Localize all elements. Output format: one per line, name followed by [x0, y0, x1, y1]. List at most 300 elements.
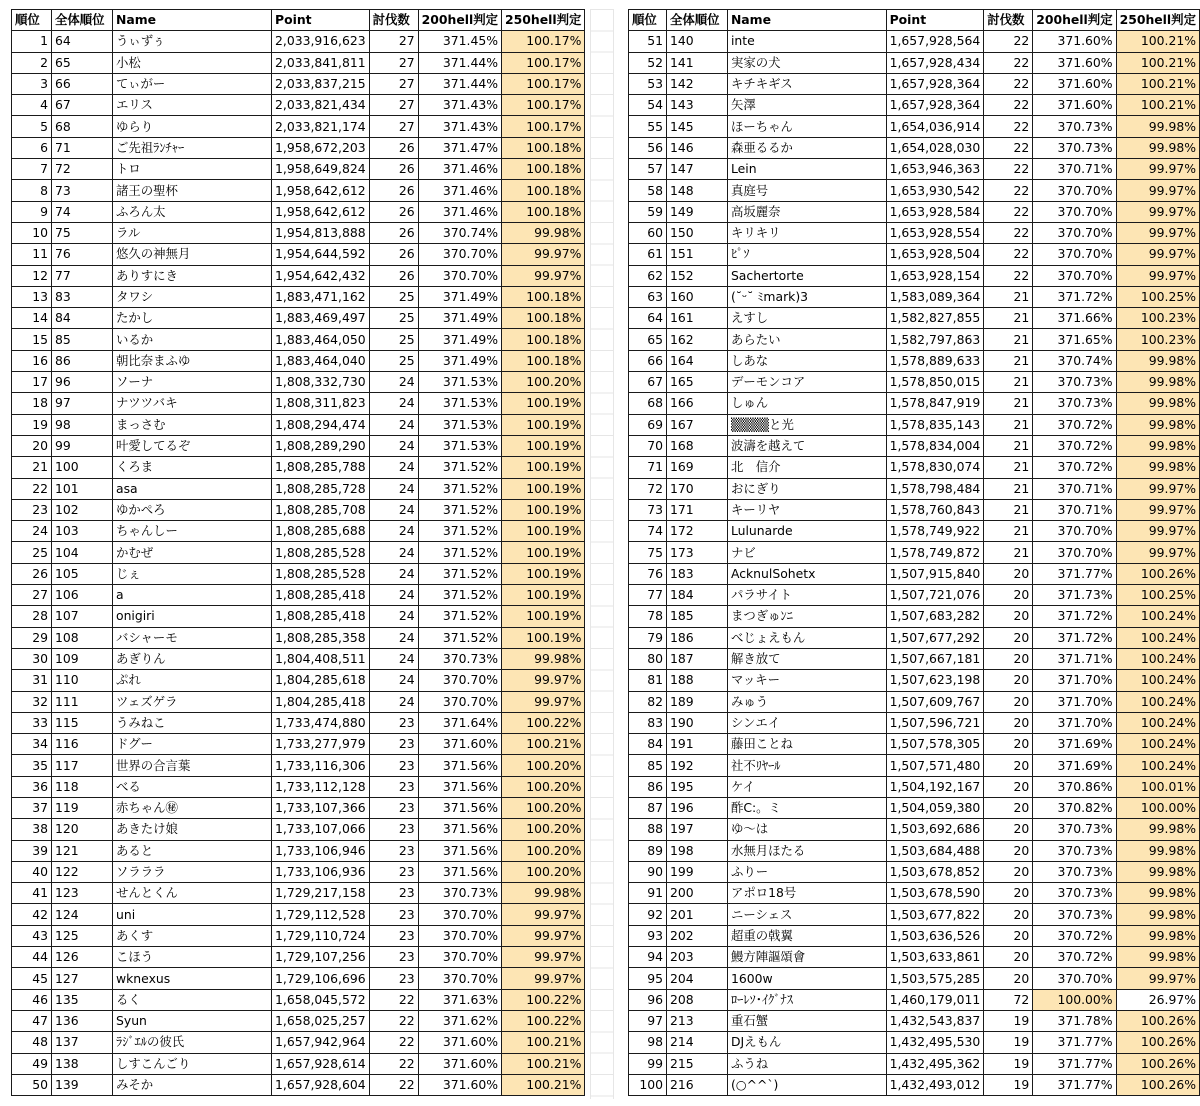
kills-cell: 24	[369, 648, 418, 669]
hell200-cell: 371.69%	[1033, 755, 1116, 776]
overall-rank-cell: 147	[666, 159, 727, 180]
hell200-cell: 370.70%	[1033, 968, 1116, 989]
hell200-cell: 370.73%	[418, 883, 501, 904]
kills-cell: 22	[369, 1010, 418, 1031]
kills-cell: 22	[984, 73, 1033, 94]
table-row	[12, 691, 585, 712]
point-cell: 1,507,571,480	[886, 755, 984, 776]
table-row	[12, 350, 585, 371]
hell200-cell: 370.74%	[418, 222, 501, 243]
name-cell: みそか	[113, 1074, 272, 1095]
overall-rank-cell: 138	[52, 1053, 113, 1074]
hell250-cell: 100.25%	[1116, 286, 1199, 307]
name-cell: AcknulSohetx	[727, 563, 886, 584]
hell200-cell: 370.73%	[1033, 840, 1116, 861]
hell250-cell: 100.20%	[502, 797, 585, 818]
hell200-cell: 371.60%	[1033, 31, 1116, 52]
table-row	[12, 627, 585, 648]
overall-rank-cell: 110	[52, 670, 113, 691]
overall-rank-cell: 188	[666, 670, 727, 691]
point-cell: 1,733,106,936	[272, 861, 370, 882]
overall-rank-cell: 146	[666, 137, 727, 158]
overall-rank-cell: 115	[52, 712, 113, 733]
hell200-cell: 371.52%	[418, 563, 501, 584]
kills-cell: 25	[369, 286, 418, 307]
hell250-cell: 99.98%	[1116, 883, 1199, 904]
rank-cell: 10	[12, 222, 52, 243]
kills-cell: 24	[369, 435, 418, 456]
hell200-cell: 371.45%	[418, 31, 501, 52]
header-250hell: 250hell判定	[502, 10, 585, 31]
hell250-cell: 100.17%	[502, 116, 585, 137]
rank-cell: 57	[629, 159, 667, 180]
kills-cell: 26	[369, 222, 418, 243]
point-cell: 1,503,575,285	[886, 968, 984, 989]
hell200-cell: 370.73%	[1033, 137, 1116, 158]
overall-rank-cell: 104	[52, 542, 113, 563]
hell200-cell: 371.72%	[1033, 627, 1116, 648]
hell250-cell: 100.17%	[502, 52, 585, 73]
hell250-cell: 99.97%	[1116, 180, 1199, 201]
overall-rank-cell: 166	[666, 393, 727, 414]
hell250-cell: 100.00%	[1116, 797, 1199, 818]
hell200-cell: 370.70%	[418, 691, 501, 712]
hell200-cell: 371.72%	[1033, 606, 1116, 627]
name-cell: ちゃんしー	[113, 521, 272, 542]
table-row	[629, 734, 1200, 755]
name-cell: キーリヤ	[727, 499, 886, 520]
kills-cell: 20	[984, 606, 1033, 627]
name-cell: Lein	[727, 159, 886, 180]
name-cell: こほう	[113, 947, 272, 968]
point-cell: 1,582,827,855	[886, 308, 984, 329]
rank-cell: 46	[12, 989, 52, 1010]
hell250-cell: 100.25%	[1116, 585, 1199, 606]
table-row	[12, 734, 585, 755]
kills-cell: 20	[984, 755, 1033, 776]
name-cell: asa	[113, 478, 272, 499]
point-cell: 1,578,850,015	[886, 372, 984, 393]
overall-rank-cell: 165	[666, 372, 727, 393]
hell200-cell: 371.78%	[1033, 1010, 1116, 1031]
table-row	[629, 350, 1200, 371]
overall-rank-cell: 204	[666, 968, 727, 989]
rank-cell: 74	[629, 521, 667, 542]
hell200-cell: 370.70%	[1033, 244, 1116, 265]
hell200-cell: 370.86%	[1033, 776, 1116, 797]
name-cell: 酢C:。ミ	[727, 797, 886, 818]
hell200-cell: 370.72%	[1033, 457, 1116, 478]
hell200-cell: 370.72%	[1033, 414, 1116, 435]
name-cell: 朝比奈まふゆ	[113, 350, 272, 371]
table-row	[629, 95, 1200, 116]
header-row	[12, 10, 585, 31]
kills-cell: 20	[984, 819, 1033, 840]
rank-cell: 4	[12, 95, 52, 116]
kills-cell: 20	[984, 691, 1033, 712]
hell200-cell: 371.63%	[418, 989, 501, 1010]
table-row	[629, 606, 1200, 627]
kills-cell: 21	[984, 414, 1033, 435]
overall-rank-cell: 151	[666, 244, 727, 265]
overall-rank-cell: 103	[52, 521, 113, 542]
hell250-cell: 100.24%	[1116, 648, 1199, 669]
rank-cell: 85	[629, 755, 667, 776]
rank-cell: 31	[12, 670, 52, 691]
table-row	[629, 159, 1200, 180]
table-row	[629, 1053, 1200, 1074]
kills-cell: 24	[369, 670, 418, 691]
rank-cell: 39	[12, 840, 52, 861]
hell250-cell: 100.20%	[502, 861, 585, 882]
point-cell: 1,578,798,484	[886, 478, 984, 499]
hell250-cell: 99.97%	[1116, 159, 1199, 180]
name-cell: せんとくん	[113, 883, 272, 904]
overall-rank-cell: 208	[666, 989, 727, 1010]
overall-rank-cell: 195	[666, 776, 727, 797]
point-cell: 1,578,835,143	[886, 414, 984, 435]
name-cell: 重石蟹	[727, 1010, 886, 1031]
rank-cell: 15	[12, 329, 52, 350]
point-cell: 1,654,036,914	[886, 116, 984, 137]
hell250-cell: 100.19%	[502, 627, 585, 648]
name-cell: 藤田ことね	[727, 734, 886, 755]
overall-rank-cell: 68	[52, 116, 113, 137]
hell200-cell: 371.53%	[418, 414, 501, 435]
hell250-cell: 100.23%	[1116, 329, 1199, 350]
hell200-cell: 100.00%	[1033, 989, 1116, 1010]
overall-rank-cell: 85	[52, 329, 113, 350]
overall-rank-cell: 214	[666, 1032, 727, 1053]
kills-cell: 23	[369, 968, 418, 989]
rank-cell: 40	[12, 861, 52, 882]
point-cell: 1,808,285,528	[272, 542, 370, 563]
hell250-cell: 99.97%	[502, 691, 585, 712]
hell250-cell: 99.97%	[1116, 201, 1199, 222]
rank-cell: 53	[629, 73, 667, 94]
name-cell: ▒▒▒▒と光	[727, 414, 886, 435]
name-cell: トロ	[113, 159, 272, 180]
point-cell: 1,503,633,861	[886, 947, 984, 968]
kills-cell: 22	[984, 180, 1033, 201]
hell250-cell: 100.19%	[502, 585, 585, 606]
name-cell: 北 信介	[727, 457, 886, 478]
empty-columns	[590, 9, 614, 1099]
hell200-cell: 370.70%	[1033, 521, 1116, 542]
rank-cell: 30	[12, 648, 52, 669]
name-cell: ﾗｼﾞｴﾙの彼氏	[113, 1032, 272, 1053]
point-cell: 1,733,107,066	[272, 819, 370, 840]
name-cell: 諸王の聖杯	[113, 180, 272, 201]
overall-rank-cell: 172	[666, 521, 727, 542]
point-cell: 1,578,834,004	[886, 435, 984, 456]
hell250-cell: 100.18%	[502, 350, 585, 371]
rank-cell: 29	[12, 627, 52, 648]
rank-cell: 13	[12, 286, 52, 307]
rank-cell: 65	[629, 329, 667, 350]
rank-cell: 2	[12, 52, 52, 73]
hell250-cell: 99.97%	[1116, 222, 1199, 243]
overall-rank-cell: 72	[52, 159, 113, 180]
rank-cell: 35	[12, 755, 52, 776]
rank-cell: 45	[12, 968, 52, 989]
name-cell: うぃずぅ	[113, 31, 272, 52]
name-cell: (˘ᵕ˘ ﾐmark)3	[727, 286, 886, 307]
rank-cell: 14	[12, 308, 52, 329]
overall-rank-cell: 125	[52, 925, 113, 946]
overall-rank-cell: 116	[52, 734, 113, 755]
table-row	[629, 797, 1200, 818]
table-row	[12, 159, 585, 180]
point-cell: 1,658,045,572	[272, 989, 370, 1010]
kills-cell: 22	[369, 1032, 418, 1053]
hell200-cell: 370.70%	[418, 968, 501, 989]
rank-cell: 48	[12, 1032, 52, 1053]
hell200-cell: 371.60%	[1033, 95, 1116, 116]
rank-cell: 47	[12, 1010, 52, 1031]
name-cell: ありすにき	[113, 265, 272, 286]
point-cell: 1,503,678,852	[886, 861, 984, 882]
overall-rank-cell: 120	[52, 819, 113, 840]
overall-rank-cell: 124	[52, 904, 113, 925]
kills-cell: 21	[984, 308, 1033, 329]
kills-cell: 21	[984, 372, 1033, 393]
table-row	[629, 521, 1200, 542]
rank-cell: 78	[629, 606, 667, 627]
table-row	[12, 31, 585, 52]
hell200-cell: 371.73%	[1033, 585, 1116, 606]
point-cell: 1,958,642,612	[272, 201, 370, 222]
rank-cell: 96	[629, 989, 667, 1010]
rank-cell: 77	[629, 585, 667, 606]
table-row	[12, 372, 585, 393]
header-name: Name	[113, 10, 272, 31]
rank-cell: 28	[12, 606, 52, 627]
hell200-cell: 371.69%	[1033, 734, 1116, 755]
kills-cell: 24	[369, 499, 418, 520]
point-cell: 1,657,928,364	[886, 73, 984, 94]
rank-cell: 44	[12, 947, 52, 968]
overall-rank-cell: 109	[52, 648, 113, 669]
name-cell: 波濤を越えて	[727, 435, 886, 456]
point-cell: 1,729,112,528	[272, 904, 370, 925]
hell250-cell: 99.97%	[1116, 265, 1199, 286]
name-cell: ゆらり	[113, 116, 272, 137]
rank-cell: 68	[629, 393, 667, 414]
hell250-cell: 100.18%	[502, 201, 585, 222]
hell250-cell: 100.19%	[502, 499, 585, 520]
table-row	[629, 925, 1200, 946]
hell200-cell: 371.60%	[1033, 52, 1116, 73]
point-cell: 1,808,285,708	[272, 499, 370, 520]
name-cell: DJえもん	[727, 1032, 886, 1053]
rank-cell: 25	[12, 542, 52, 563]
hell200-cell: 370.72%	[1033, 925, 1116, 946]
point-cell: 1,808,332,730	[272, 372, 370, 393]
name-cell: 1600w	[727, 968, 886, 989]
overall-rank-cell: 198	[666, 840, 727, 861]
kills-cell: 23	[369, 947, 418, 968]
table-row	[629, 137, 1200, 158]
hell250-cell: 100.17%	[502, 95, 585, 116]
point-cell: 1,954,813,888	[272, 222, 370, 243]
hell200-cell: 371.77%	[1033, 1053, 1116, 1074]
name-cell: ドグー	[113, 734, 272, 755]
hell200-cell: 371.52%	[418, 606, 501, 627]
name-cell: ﾛｰﾚｿ･ｲｸﾞﾅｽ	[727, 989, 886, 1010]
table-row	[12, 201, 585, 222]
kills-cell: 22	[984, 222, 1033, 243]
rank-cell: 76	[629, 563, 667, 584]
hell250-cell: 100.18%	[502, 159, 585, 180]
hell250-cell: 100.19%	[502, 393, 585, 414]
table-row	[12, 73, 585, 94]
rank-cell: 20	[12, 435, 52, 456]
overall-rank-cell: 111	[52, 691, 113, 712]
rank-cell: 7	[12, 159, 52, 180]
name-cell: ふうね	[727, 1053, 886, 1074]
name-cell: ナビ	[727, 542, 886, 563]
table-row	[629, 499, 1200, 520]
rank-cell: 6	[12, 137, 52, 158]
table-row	[629, 968, 1200, 989]
table-row	[12, 521, 585, 542]
name-cell: ご先祖ﾗﾝﾁｬｰ	[113, 137, 272, 158]
overall-rank-cell: 98	[52, 414, 113, 435]
hell250-cell: 99.97%	[1116, 478, 1199, 499]
table-row	[12, 244, 585, 265]
hell200-cell: 371.60%	[418, 1032, 501, 1053]
name-cell: みゅう	[727, 691, 886, 712]
kills-cell: 22	[984, 159, 1033, 180]
name-cell: まっさむ	[113, 414, 272, 435]
point-cell: 1,804,285,618	[272, 670, 370, 691]
overall-rank-cell: 123	[52, 883, 113, 904]
name-cell: ツェズゲラ	[113, 691, 272, 712]
kills-cell: 26	[369, 244, 418, 265]
overall-rank-cell: 197	[666, 819, 727, 840]
hell250-cell: 99.98%	[1116, 925, 1199, 946]
hell250-cell: 99.97%	[502, 670, 585, 691]
hell200-cell: 371.43%	[418, 116, 501, 137]
hell200-cell: 370.70%	[1033, 201, 1116, 222]
rank-cell: 17	[12, 372, 52, 393]
table-row	[629, 435, 1200, 456]
hell200-cell: 371.70%	[1033, 691, 1116, 712]
hell200-cell: 371.70%	[1033, 712, 1116, 733]
hell200-cell: 370.73%	[1033, 861, 1116, 882]
rank-cell: 38	[12, 819, 52, 840]
table-row	[629, 542, 1200, 563]
table-row	[629, 116, 1200, 137]
point-cell: 1,954,642,432	[272, 265, 370, 286]
table-row	[629, 1010, 1200, 1031]
overall-rank-cell: 162	[666, 329, 727, 350]
kills-cell: 21	[984, 329, 1033, 350]
rank-cell: 41	[12, 883, 52, 904]
overall-rank-cell: 187	[666, 648, 727, 669]
rank-cell: 72	[629, 478, 667, 499]
point-cell: 1,653,946,363	[886, 159, 984, 180]
table-row	[629, 478, 1200, 499]
overall-rank-cell: 100	[52, 457, 113, 478]
name-cell: 世界の合言葉	[113, 755, 272, 776]
hell200-cell: 370.70%	[1033, 265, 1116, 286]
header-200hell: 200hell判定	[1033, 10, 1116, 31]
name-cell: Syun	[113, 1010, 272, 1031]
kills-cell: 26	[369, 159, 418, 180]
name-cell: 小松	[113, 52, 272, 73]
table-row	[629, 776, 1200, 797]
overall-rank-cell: 184	[666, 585, 727, 606]
point-cell: 1,507,915,840	[886, 563, 984, 584]
hell250-cell: 100.21%	[502, 1032, 585, 1053]
point-cell: 1,578,847,919	[886, 393, 984, 414]
rank-cell: 80	[629, 648, 667, 669]
table-row	[12, 883, 585, 904]
kills-cell: 19	[984, 1053, 1033, 1074]
hell250-cell: 100.20%	[502, 755, 585, 776]
table-row	[629, 947, 1200, 968]
rank-cell: 73	[629, 499, 667, 520]
hell200-cell: 371.56%	[418, 797, 501, 818]
hell250-cell: 100.18%	[502, 180, 585, 201]
hell200-cell: 371.52%	[418, 585, 501, 606]
table-row	[12, 1010, 585, 1031]
kills-cell: 22	[984, 201, 1033, 222]
overall-rank-cell: 203	[666, 947, 727, 968]
table-row	[12, 1032, 585, 1053]
name-cell: シンエイ	[727, 712, 886, 733]
hell200-cell: 371.52%	[418, 542, 501, 563]
hell200-cell: 370.70%	[418, 265, 501, 286]
hell200-cell: 370.70%	[1033, 222, 1116, 243]
name-cell: ぷれ	[113, 670, 272, 691]
hell200-cell: 370.70%	[418, 670, 501, 691]
table-row	[629, 627, 1200, 648]
hell250-cell: 100.18%	[502, 137, 585, 158]
overall-rank-cell: 170	[666, 478, 727, 499]
hell250-cell: 99.97%	[1116, 499, 1199, 520]
point-cell: 1,733,112,128	[272, 776, 370, 797]
kills-cell: 20	[984, 734, 1033, 755]
hell250-cell: 99.98%	[502, 883, 585, 904]
overall-rank-cell: 141	[666, 52, 727, 73]
name-cell: Lulunarde	[727, 521, 886, 542]
table-row	[629, 755, 1200, 776]
name-cell: ソラララ	[113, 861, 272, 882]
kills-cell: 23	[369, 712, 418, 733]
table-row	[629, 691, 1200, 712]
overall-rank-cell: 83	[52, 286, 113, 307]
hell250-cell: 99.98%	[1116, 861, 1199, 882]
name-cell: しあな	[727, 350, 886, 371]
point-cell: 1,503,678,590	[886, 883, 984, 904]
table-row	[12, 947, 585, 968]
hell200-cell: 370.70%	[418, 925, 501, 946]
overall-rank-cell: 86	[52, 350, 113, 371]
kills-cell: 24	[369, 521, 418, 542]
ranking-table-left	[11, 9, 585, 1096]
hell250-cell: 99.98%	[1116, 116, 1199, 137]
table-row	[12, 265, 585, 286]
rank-cell: 67	[629, 372, 667, 393]
rank-cell: 71	[629, 457, 667, 478]
table-row	[629, 52, 1200, 73]
rank-cell: 91	[629, 883, 667, 904]
overall-rank-cell: 167	[666, 414, 727, 435]
hell250-cell: 100.19%	[502, 563, 585, 584]
